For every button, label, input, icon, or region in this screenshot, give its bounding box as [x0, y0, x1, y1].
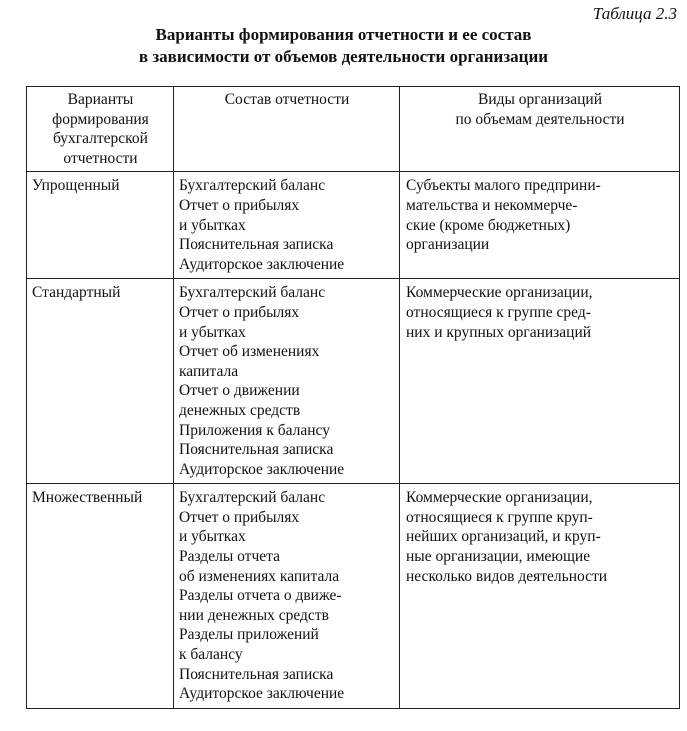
composition-line: Разделы отчета — [179, 548, 280, 566]
composition-line: Разделы отчета о движе- — [179, 587, 342, 605]
header-line: формирования — [52, 110, 149, 128]
composition-line: Отчет о прибылях — [179, 508, 300, 526]
composition-line: Пояснительная записка — [179, 236, 334, 254]
variant-name: Стандартный — [32, 284, 121, 302]
header-org-types — [400, 87, 680, 172]
composition-line: и убытках — [179, 323, 246, 341]
composition-line: Аудиторское заключение — [179, 460, 345, 478]
composition-line: капитала — [179, 362, 239, 380]
org-types-cell — [400, 279, 680, 484]
reporting-variants-table — [26, 86, 680, 709]
org-types-line: Коммерческие организации, — [406, 284, 593, 302]
composition-line: об изменениях капитала — [179, 567, 340, 585]
composition-line: Пояснительная записка — [179, 441, 334, 459]
variant-cell — [27, 484, 174, 709]
composition-cell — [174, 279, 400, 484]
composition-line: Бухгалтерский баланс — [179, 284, 326, 302]
header-line: по объемам деятельности — [455, 110, 625, 128]
header-line: Состав отчетности — [224, 91, 350, 108]
table-row-simplified — [27, 172, 680, 279]
composition-line: Отчет о движении — [179, 382, 300, 400]
variant-name: Множественный — [32, 489, 143, 507]
org-types-cell — [400, 484, 680, 709]
table-title — [0, 24, 687, 68]
composition-cell — [174, 484, 400, 709]
composition-cell — [174, 172, 400, 279]
header-line: Варианты — [67, 91, 134, 108]
org-types-line: ные организации, имеющие — [406, 548, 591, 566]
org-types-line: них и крупных организаций — [406, 323, 592, 341]
org-types-line: организации — [406, 236, 490, 254]
title-line-2: в зависимости от объемов деятельности организации — [138, 47, 549, 66]
composition-line: Отчет о прибылях — [179, 303, 300, 321]
composition-line: Бухгалтерский баланс — [179, 177, 326, 195]
variant-name: Упрощенный — [32, 177, 120, 195]
composition-line: нии денежных средств — [179, 606, 329, 624]
composition-line: Разделы приложений — [179, 626, 319, 644]
org-types-line: Коммерческие организации, — [406, 489, 593, 507]
org-types-line: Субъекты малого предприни- — [406, 177, 601, 195]
org-types-line: относящиеся к группе круп- — [406, 508, 593, 526]
header-composition — [174, 87, 400, 172]
header-line: бухгалтерской — [53, 130, 148, 148]
composition-line: Пояснительная записка — [179, 665, 334, 683]
composition-line: Отчет о прибылях — [179, 196, 300, 214]
table-row-standard — [27, 279, 680, 484]
org-types-line: нейших организаций, и круп- — [406, 528, 601, 546]
composition-line: Аудиторское заключение — [179, 685, 345, 703]
org-types-cell — [400, 172, 680, 279]
variant-cell — [27, 279, 174, 484]
org-types-line: относящиеся к группе сред- — [406, 303, 591, 321]
composition-line: денежных средств — [179, 401, 301, 419]
header-line: отчетности — [63, 149, 138, 167]
header-line: Виды организаций — [477, 91, 603, 108]
title-line-1: Варианты формирования отчетности и ее состав — [155, 25, 532, 44]
variant-cell — [27, 172, 174, 279]
composition-line: Приложения к балансу — [179, 421, 330, 439]
header-variants — [27, 87, 174, 172]
composition-line: к балансу — [179, 646, 243, 664]
table-number-label: Таблица 2.3 — [592, 4, 677, 23]
org-types-line: ские (кроме бюджетных) — [406, 216, 571, 234]
composition-line: и убытках — [179, 216, 246, 234]
header-row — [27, 87, 680, 172]
org-types-line: несколько видов деятельности — [406, 567, 608, 585]
composition-line: Бухгалтерский баланс — [179, 489, 326, 507]
composition-line: Аудиторское заключение — [179, 255, 345, 273]
composition-line: и убытках — [179, 528, 246, 546]
table-row-multiple — [27, 484, 680, 709]
composition-line: Отчет об изменениях — [179, 343, 320, 361]
org-types-line: мательства и некоммерче- — [406, 196, 578, 214]
